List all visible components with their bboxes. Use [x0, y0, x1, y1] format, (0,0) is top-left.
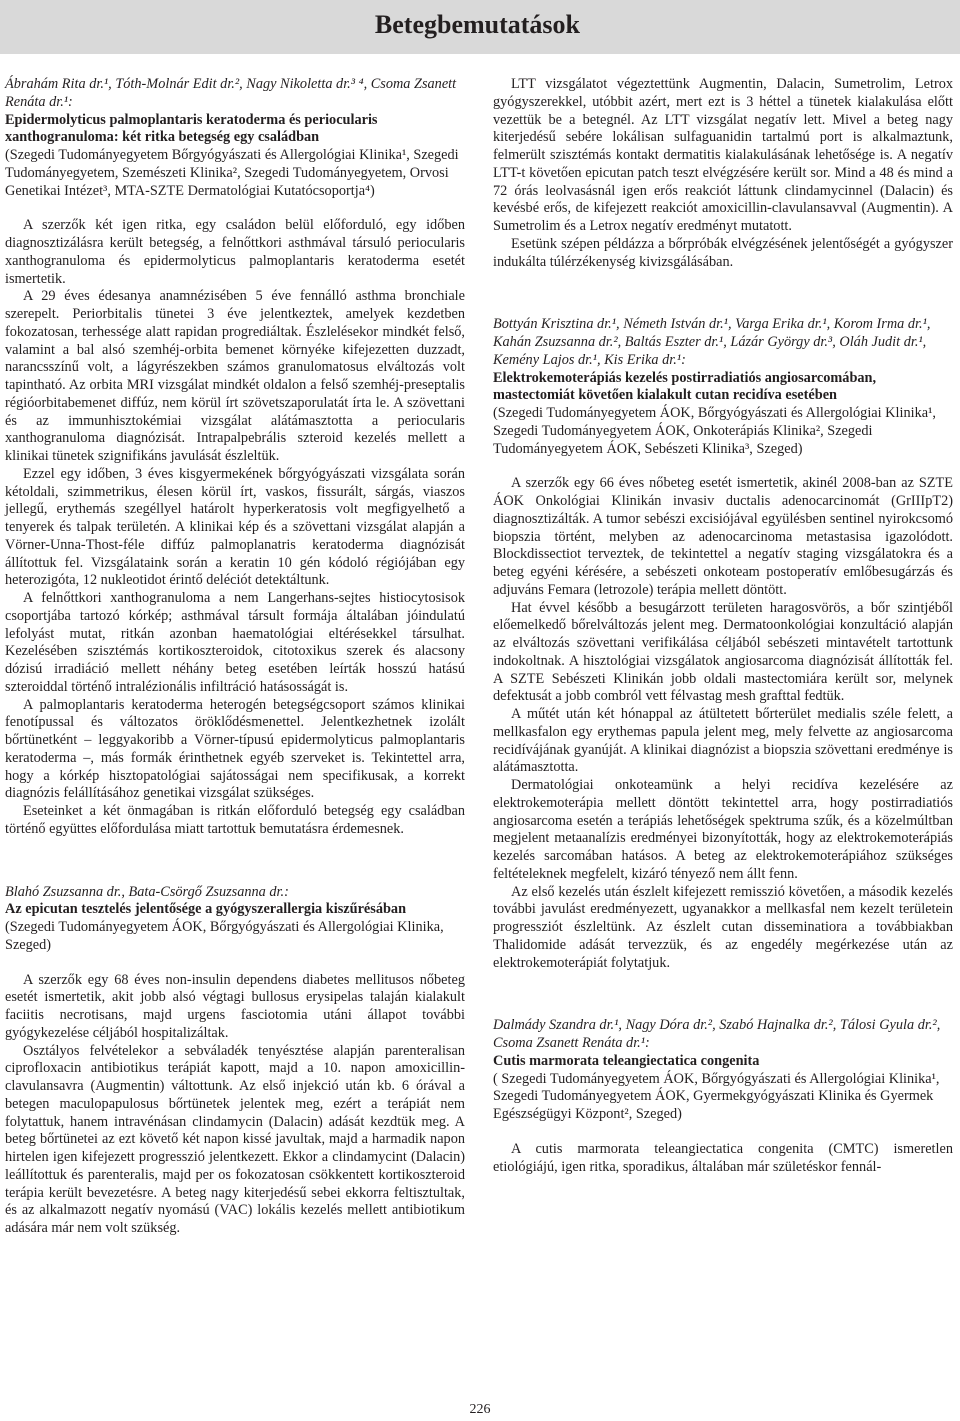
article-blaho	[5, 884, 465, 1238]
right-column	[493, 76, 953, 1176]
article-affiliation: ( Szegedi Tudományegyetem ÁOK, Bőrgyógyászati és Allergológiai Klinika¹, Szegedi Tudományegyetem ÁOK, Gyermekgyógyászati Klinika és Gyermek Egészségügyi Központ², Szeged)	[493, 1070, 940, 1122]
article-dalmady	[493, 1017, 953, 1176]
article-paragraph: A felnőttkori xanthogranuloma a nem Langerhans-sejtes histiocytosisok csoportjába tartozó kórkép; asthmával társult formája általában jóindulatú lefolyást mutat, ritkán azonban haematológiai eltérésekkel társulhat. Kezelésében szisztémás kortikoszteroidok, citotoxikus szerek és alacsony dózisú irradiáció mellett néhány beteg esetében leírták hosszú hatású szteroiddal történő intralézionális infiltráció hatásosságát is.	[5, 590, 465, 695]
article-affiliation: (Szegedi Tudományegyetem ÁOK, Bőrgyógyászati és Allergológiai Klinika¹, Szegedi Tudományegyetem ÁOK, Onkoterápiás Klinika², Szegedi Tudományegyetem ÁOK, Sebészeti Klinika³, Szeged)	[493, 405, 936, 457]
article-title: Epidermolyticus palmoplantaris keratoderma és periocularis xanthogranuloma: két ritka betegség egy családban	[5, 111, 378, 146]
article-paragraph: A palmoplantaris keratoderma heterogén betegségcsoport számos klinikai fenotípussal és változatos öröklődésmenettel. Jelentkezhetnek izolált bőrtünetként – leggyakoribb a Vörner-típusú epidermolyticus palmoplantaris keratoderma –, más formák érinthetnek egyéb szerveket is. Tekintettel arra, hogy a kórkép hisztopatológiai sajátosságai nem specifikusak, a korrekt diagnózis felállításához genetikai vizsgálat szükséges.	[5, 696, 465, 802]
article-paragraph: A műtét után két hónappal az átültetett bőrterület medialis széle felett, a mellkasfalon egy erythemas papula jelent meg, mely felvette az angiosarcoma recidívájának gyanúját. A klinikai diagnózist a biopszia szövettani eredménye is alátámasztotta.	[493, 706, 953, 776]
section-header-band	[0, 0, 960, 54]
article-authors: Ábrahám Rita dr.¹, Tóth-Molnár Edit dr.², Nagy Nikoletta dr.³ ⁴, Csoma Zsanett Renáta dr.¹:	[5, 76, 457, 110]
article-paragraph: LTT vizsgálatot végeztettünk Augmentin, Dalacin, Sumetrolim, Letrox gyógyszerekkel, utóbbit azért, mert ezt is 3 héttel a tünetek kialakulása előtt vezettük be a betegnél. Az LTT vizsgálat negatív lett. Mivel a beteg nagy kiterjedésű sebére lokálisan sulfaguanidin tartalmú port is alkalmaztunk, felmerült szisztémás kontakt dermatitis kialakulásának lehetősége is. A negatív LTT-t követően epicutan patch teszt elvégzésére került sor. Mind a 48 és mind a 72 órás leolvasásnál igen erős reakciót láttunk clindamycinnel (Dalacin) és kevésbé erős, de kifejezett reakciót amoxicillin-clavulansavval (Augmentin). A Sumetrolim és a Letrox negatív eredményt mutatott.	[493, 76, 953, 234]
section-title: Betegbemutatások	[374, 10, 580, 39]
article-title: Cutis marmorata teleangiectatica congenita	[493, 1052, 760, 1069]
article-paragraph: Osztályos felvételekor a sebváladék tenyésztése alapján parenteralisan ciprofloxacin antibiotikus terápiát kapott, majd a 10. napon amoxicillin-clavulansavra (Augmentin) váltottunk. Az első injekció után kb. 6 órával a betegen maculopapulosus bőrtünetek jelentek meg, ezért a terápiát nem folytattuk, hanem intravénásan clindamycin (Dalacin) adását kezdtük meg. A beteg bőrtünetei az ezt követő két napon kissé javultak, majd a harmadik napon hirtelen igen kifejezett progresszió jelentkezett. Ekkor a clindamycint (Dalacin) leállítottuk és parenteralis, majd per os fokozatosan csökkentett kortikoszteroid terápia került bevezetésre. A beteg nagy kiterjedésű sebei ekkorra feltisztultak, és az alkalmazott negatív nyomású (VAC) lokális kezelés mellett antibiotikum adására már nem volt szükség.	[5, 1042, 465, 1236]
article-paragraph: Eseteinket a két önmagában is ritkán előforduló betegség egy családban történő együttes előfordulása miatt tartottuk bemutatásra érdemesnek.	[5, 803, 465, 837]
article-authors: Blahó Zsuzsanna dr., Bata-Csörgő Zsuzsanna dr.:	[5, 883, 289, 900]
article-paragraph: Dermatológiai onkoteamünk a helyi recidíva kezelésére az elektrokemoterápia mellett döntött tekintettel arra, hogy postirradiatiós angiosarcoma esetén a terápiás lehetőségek spektruma szűk, és a közelmúltban megjelent metaanalízis eredményei bizonyították, hogy az elektrokemoterápiás kezelés sarcomában hatásos. A beteg az elektrokemoterápiához szükséges feltételeknek megfelelt, kizáró tényező nem állt fenn.	[493, 777, 953, 882]
article-paragraph: A szerzők egy 66 éves nőbeteg esetét ismertetik, akinél 2008-ban az SZTE ÁOK Onkológiai Klinikán invasiv ductalis adenocarcinomát (GrIIIpT2) diagnosztizálták. A tumor sebészi excisiójával együlésben sentinel nyirokcsomó biopszia történt, melyben az adenocarcinoma metastasisa igazolódott. Blockdissectiot terveztek, de tekintettel a negatív staging vizsgálatokra és a beteg egyéni kérésére, a sebészeti onkoteam postoperatív emlőbesugárzás és adjuváns Femara (letrozole) terápia mellett döntött.	[493, 475, 953, 598]
article-paragraph: Esetünk szépen példázza a bőrpróbák elvégzésének jelentőségét a gyógyszer indukálta túlérzékenység kivizsgálásában.	[493, 235, 953, 270]
article-abraham	[5, 76, 465, 839]
article-bottyan	[493, 316, 953, 972]
left-column	[5, 76, 465, 1238]
article-authors: Dalmády Szandra dr.¹, Nagy Dóra dr.², Szabó Hajnalka dr.², Tálosi Gyula dr.², Csoma Zsanett Renáta dr.¹:	[493, 1017, 941, 1051]
article-paragraph: Ezzel egy időben, 3 éves kisgyermekének bőrgyógyászati vizsgálata során kétoldali, szimmetrikus, élesen körül írt, vaskos, fissurált, sárgás, viaszos jellegű, erythemás szegéllyel határolt hyperkeratosis volt megfigyelhető a tenyerek és talpak területén. A klinikai kép és a szövettani vizsgálat alapján a Vörner-Unna-Thost-féle diffúz palmoplanatris keratoderma diagnózisát állítottuk fel. Vizsgálataink során a keratin 10 gén kódoló régiójában egy heterozigóta, 12 nukleotidot érintő deléciót detektáltunk.	[5, 465, 465, 589]
article-paragraph: A 29 éves édesanya anamnézisében 5 éve fennálló asthma bronchiale szerepelt. Periorbitalis tünetei 3 éve jelentkeztek, amelyek kezdetben fokozatosan, terhessége alatt rapidan progrediáltak. Észlelésekor mindkét felső, valamint a bal alsó szemhéj-orbita bemenet környéke kifejezetten duzzadt, narancsszínű volt, a lágyrészekben számos granulomatosus elváltozás volt tapintható. Az orbita MRI vizsgálat mindkét oldalon a felső szemhéj-preseptalis régióorbitabemenet diffúz, nem körül írt szövetszaporulatát írta le. A szövettani és az immunhisztokémiai vizsgálat alátámasztotta a periocularis xanthogranuloma diagnózisát. Intrapalpebrális szteroid kezelés mellett a klinikai tünetek szignifikáns javulását észleltük.	[5, 288, 465, 464]
article-affiliation: (Szegedi Tudományegyetem Bőrgyógyászati és Allergológiai Klinika¹, Szegedi Tudományegyetem, Szemészeti Klinika², Szegedi Tudományegyetem, Orvosi Genetikai Intézet³, MTA-SZTE Dermatológiai Kutatócsoportja⁴)	[5, 147, 459, 199]
article-affiliation: (Szegedi Tudományegyetem ÁOK, Bőrgyógyászati és Allergológiai Klinika, Szeged)	[5, 919, 444, 953]
article-paragraph: A szerzők két igen ritka, egy családon belül előforduló, egy időben diagnosztizálásra került betegség, a felnőttkori asthmával társuló periocularis xanthogranuloma és epidermolyticus palmoplantaris keratoderma esetét ismertetik.	[5, 217, 465, 287]
article-paragraph: Hat évvel később a besugárzott területen haragosvörös, a bőr szintjéből előemelkedő bőrelváltozás jelent meg. Dermatoonkológiai konzultáció alapján az elváltozás szövettani verifikálása céljából sebészeti mintavételt tartottunk indokoltnak. A hisztológiai vizsgálatok angiosarcoma diagnózisát állították fel. A SZTE Sebészeti Klinikán jobb oldali mastectomiára került sor, melynek defektusát a jobb combról vett félvastag mesh grafttal fedtük.	[493, 599, 953, 705]
article-paragraph: Az első kezelés után észlelt kifejezett remisszió követően, a második kezelés további javulást eredményezett, ugyanakkor a mellkasfal nem kezelt területein progressziót észleltünk. Az észlelt cutan disseminatiora a továbbiakban Thalidomide adását tervezzük, és az engedély megérkezése után az elektrokemoterápiát folytatjuk.	[493, 883, 953, 971]
article-title: Elektrokemoterápiás kezelés postirradiatiós angiosarcomában, mastectomiát követően kialakult cutan recidíva esetében	[493, 369, 877, 404]
article-paragraph: A cutis marmorata teleangiectatica congenita (CMTC) ismeretlen etiológiájú, igen ritka, sporadikus, általában már születéskor fennál-	[493, 1140, 953, 1175]
page-number: 226	[469, 1402, 491, 1417]
article-paragraph: A szerzők egy 68 éves non-insulin dependens diabetes mellitusos nőbeteg esetét ismertetik, akit jobb alsó végtagi bullosus erysipelas talaján kialakult faciitis necrotisans, majd urgens fasciotomia utáni állapot további gyógykezelése céljából hospitalizáltak.	[5, 971, 465, 1041]
article-title: Az epicutan tesztelés jelentősége a gyógyszerallergia kiszűrésában	[5, 901, 407, 918]
article-authors: Bottyán Krisztina dr.¹, Németh István dr.¹, Varga Erika dr.¹, Korom Irma dr.¹, Kahán Zsuzsanna dr.², Baltás Eszter dr.¹, Lázár György dr.³, Oláh Judit dr.¹, Kemény Lajos dr.¹, Kis Erika dr.¹:	[493, 316, 931, 368]
